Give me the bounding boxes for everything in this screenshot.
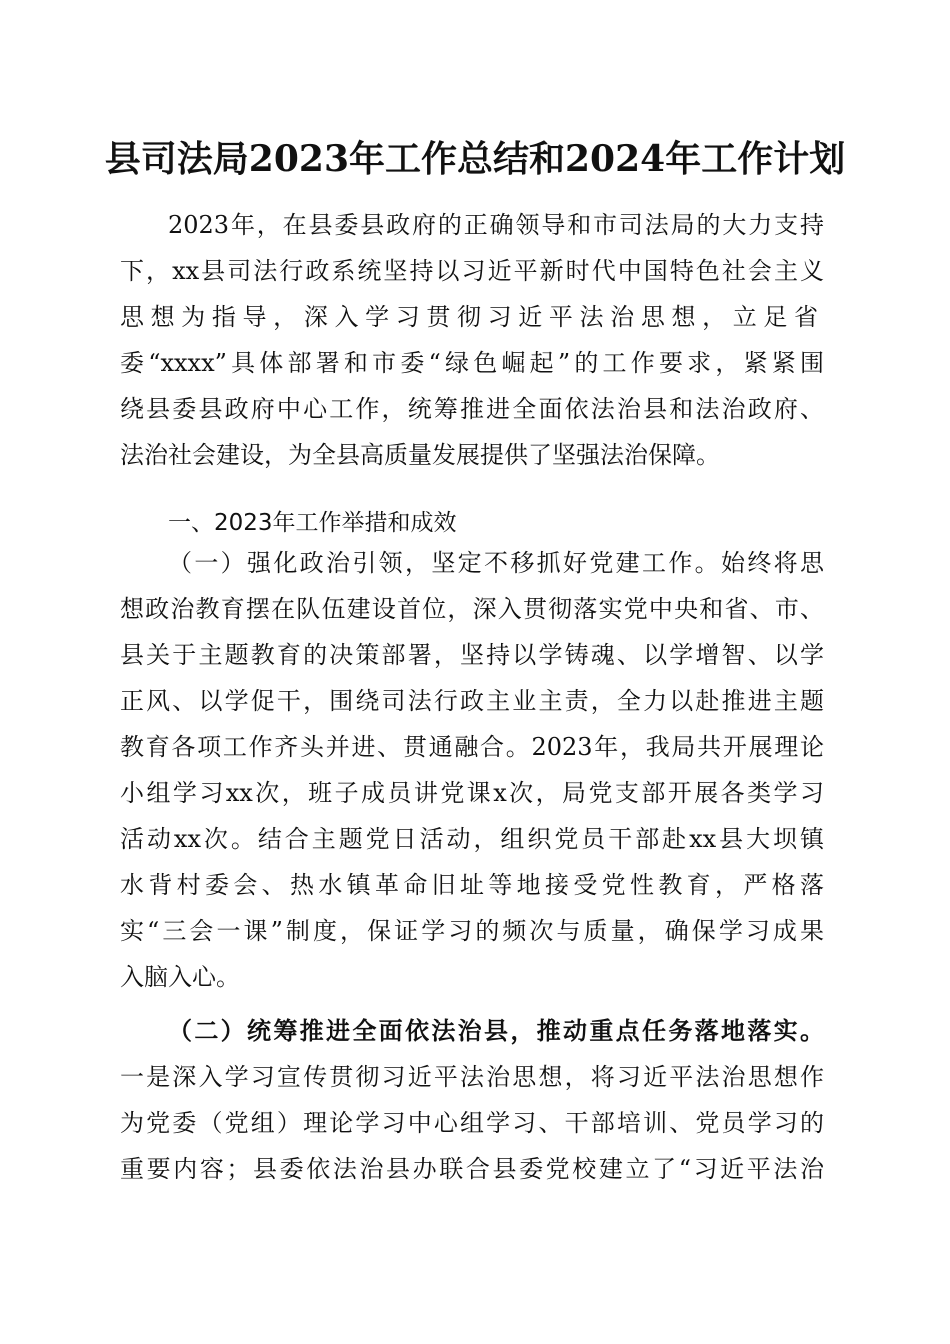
paragraph-line: 一是深入学习宣传贯彻习近平法治思想，将习近平法治思想作 [120, 1063, 824, 1091]
document-title: 县司法局2023年工作总结和2024年工作计划 [104, 138, 846, 180]
paragraph-line: 法治社会建设，为全县高质量发展提供了坚强法治保障。 [120, 441, 720, 469]
paragraph-line: 实“三会一课”制度，保证学习的频次与质量，确保学习成果 [120, 917, 824, 945]
subsection-line: （一）强化政治引领，坚定不移抓好党建工作。始终将思 [168, 549, 824, 577]
paragraph-line: 县关于主题教育的决策部署，坚持以学铸魂、以学增智、以学 [120, 641, 824, 669]
paragraph-line: 重要内容；县委依法治县办联合县委党校建立了“习近平法治 [120, 1155, 824, 1183]
paragraph-line: 小组学习xx次，班子成员讲党课x次，局党支部开展各类学习 [120, 779, 824, 807]
paragraph-line: 正风、以学促干，围绕司法行政主业主责，全力以赴推进主题 [120, 687, 824, 715]
paragraph-line: 活动xx次。结合主题党日活动，组织党员干部赴xx县大坝镇 [120, 825, 824, 853]
paragraph-line: 下，xx县司法行政系统坚持以习近平新时代中国特色社会主义 [120, 257, 824, 285]
paragraph-line: 委“xxxx”具体部署和市委“绿色崛起”的工作要求，紧紧围 [120, 349, 824, 377]
paragraph-line: 2023年，在县委县政府的正确领导和市司法局的大力支持 [168, 211, 824, 239]
paragraph-line: 教育各项工作齐头并进、贯通融合。2023年，我局共开展理论 [120, 733, 824, 761]
section-heading: 一、2023年工作举措和成效 [168, 510, 457, 536]
paragraph-line: 思想为指导，深入学习贯彻习近平法治思想，立足省 [120, 303, 824, 331]
paragraph-line: 入脑入心。 [120, 963, 240, 991]
subsection-heading: （二）统筹推进全面依法治县，推动重点任务落地落实。 [168, 1016, 824, 1045]
paragraph-line: 为党委（党组）理论学习中心组学习、干部培训、党员学习的 [120, 1109, 824, 1137]
paragraph-line: 绕县委县政府中心工作，统筹推进全面依法治县和法治政府、 [120, 395, 824, 423]
paragraph-line: 想政治教育摆在队伍建设首位，深入贯彻落实党中央和省、市、 [120, 595, 824, 623]
paragraph-line: 水背村委会、热水镇革命旧址等地接受党性教育，严格落 [120, 871, 824, 899]
